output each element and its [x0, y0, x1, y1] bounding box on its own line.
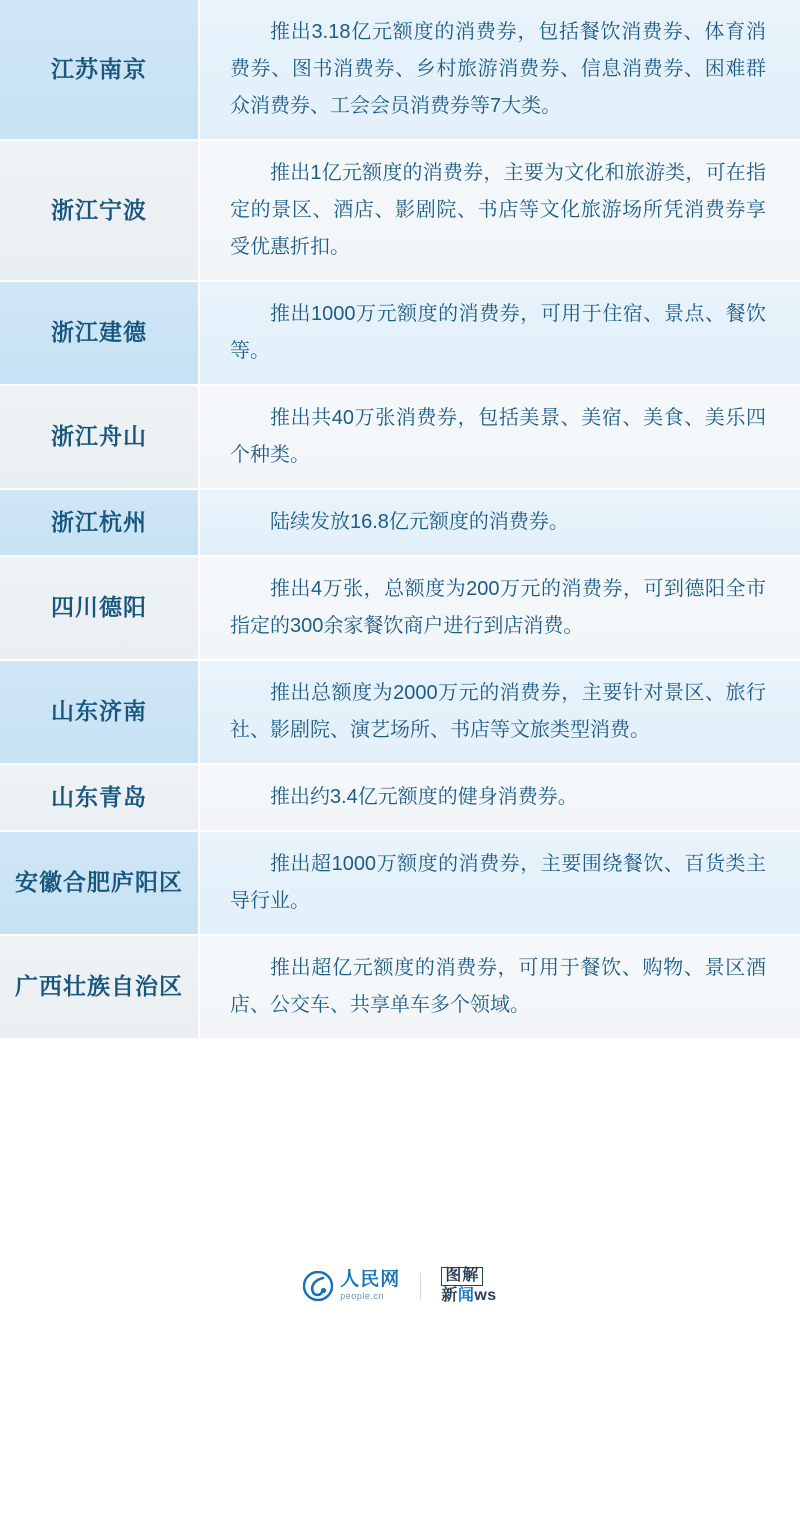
- table-row: [0, 661, 800, 765]
- region-description-text: 推出1000万元额度的消费券，可用于住宿、景点、餐饮等。: [230, 303, 766, 362]
- people-logo-text: [340, 1270, 400, 1301]
- region-name: 山东青岛: [0, 765, 200, 830]
- region-description: [200, 557, 800, 659]
- people-cn-logo: [303, 1270, 400, 1301]
- region-description-text: 推出超亿元额度的消费券，可用于餐饮、购物、景区酒店、公交车、共享单车多个领域。: [230, 957, 766, 1016]
- region-name: 浙江杭州: [0, 490, 200, 555]
- footer-logos: [303, 1267, 496, 1305]
- news-label-cn: 新: [441, 1286, 458, 1304]
- region-description-text: 推出共40万张消费券，包括美景、美宿、美食、美乐四个种类。: [230, 407, 766, 466]
- region-description: [200, 386, 800, 488]
- region-description: [200, 832, 800, 934]
- region-name: 浙江宁波: [0, 141, 200, 280]
- region-description-text: 推出1亿元额度的消费券，主要为文化和旅游类，可在指定的景区、酒店、影剧院、书店等文化旅游场所凭消费券享受优惠折扣。: [230, 162, 766, 258]
- region-name: 山东济南: [0, 661, 200, 763]
- table-row: [0, 936, 800, 1038]
- table-row: [0, 557, 800, 661]
- table-row: [0, 832, 800, 936]
- people-logo-cn: 人民网: [340, 1269, 401, 1290]
- region-description-text: 推出总额度为2000万元的消费券，主要针对景区、旅行社、影剧院、演艺场所、书店等文旅类型消费。: [230, 682, 766, 741]
- region-description-text: 推出3.18亿元额度的消费券，包括餐饮消费券、体育消费券、图书消费券、乡村旅游消费券、信息消费券、困难群众消费券、工会会员消费券等7大类。: [230, 21, 766, 117]
- region-description: [200, 141, 800, 280]
- news-label-cn2: 闻: [457, 1286, 475, 1304]
- table-row: [0, 0, 800, 141]
- region-description-text: 推出约3.4亿元额度的健身消费券。: [270, 786, 578, 808]
- region-name: 四川德阳: [0, 557, 200, 659]
- region-name: 浙江舟山: [0, 386, 200, 488]
- news-label: [441, 1288, 496, 1305]
- people-logo-icon: [303, 1271, 333, 1301]
- region-description-text: 推出4万张，总额度为200万元的消费券，可到德阳全市指定的300余家餐饮商户进行到店消费。: [230, 578, 766, 637]
- region-description: [200, 765, 800, 830]
- region-name: 广西壮族自治区: [0, 936, 200, 1038]
- table-row: [0, 282, 800, 386]
- region-description-text: 推出超1000万额度的消费券，主要围绕餐饮、百货类主导行业。: [230, 853, 766, 912]
- region-description-text: 陆续发放16.8亿元额度的消费券。: [270, 511, 569, 533]
- news-label-en: ws: [474, 1286, 497, 1304]
- people-logo-en: people.cn: [340, 1291, 384, 1301]
- region-name: 安徽合肥庐阳区: [0, 832, 200, 934]
- region-description: [200, 936, 800, 1038]
- footer: [0, 1038, 800, 1527]
- region-description: [200, 490, 800, 555]
- region-description: [200, 282, 800, 384]
- tujie-news-logo: [441, 1267, 496, 1305]
- table-row: [0, 141, 800, 282]
- footer-divider: [420, 1273, 421, 1299]
- tujie-label: 图解: [441, 1267, 483, 1286]
- table-row: [0, 490, 800, 557]
- region-description: [200, 661, 800, 763]
- region-name: 浙江建德: [0, 282, 200, 384]
- region-description: [200, 0, 800, 139]
- table-row: [0, 386, 800, 490]
- region-name: 江苏南京: [0, 0, 200, 139]
- table-row: [0, 765, 800, 832]
